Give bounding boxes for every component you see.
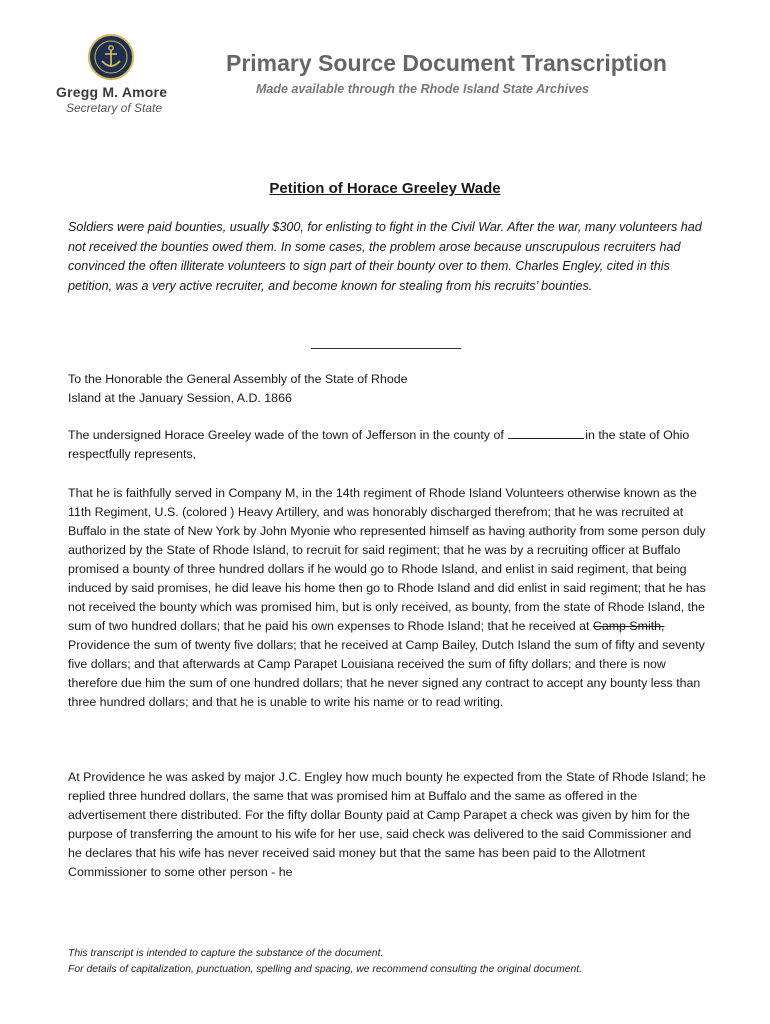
org-name: Gregg M. Amore [56, 84, 168, 100]
document-source-note: Made available through the Rhode Island State Archives [256, 82, 589, 96]
petition-paragraph [68, 484, 708, 712]
org-title: Secretary of State [66, 101, 163, 115]
represents-text: in the state of Ohio respectfully represents, [68, 428, 690, 461]
paragraph-text: Providence the sum of twenty five dollars; that he received at Camp Bailey, Dutch Island the sum of fifty and seventy five dollars; and that afterwards at Camp Parapet Louisiana received the sum of fifty dollars; and there is now therefore due him the sum of one hundred dollars; that he never signed any contract to accept any bounty less than three hundred dollars; and that he is unable to write his name or to read writing. [68, 638, 705, 709]
struck-text: Camp Smith, [592, 619, 665, 633]
transcript-footer [68, 946, 708, 978]
secretary-of-state-seal [88, 34, 134, 80]
section-divider [311, 348, 461, 349]
petition-title: Petition of Horace Greeley Wade [269, 180, 501, 197]
represents-text: The undersigned Horace Greeley wade of the town of Jefferson in the county of [68, 428, 504, 442]
address-block [68, 370, 708, 408]
address-line: To the Honorable the General Assembly of the State of Rhode [68, 372, 408, 386]
blank-county-line [508, 427, 584, 439]
represents-paragraph [68, 426, 708, 464]
address-line: Island at the January Session, A.D. 1866 [68, 391, 292, 405]
petition-paragraph: At Providence he was asked by major J.C. Engley how much bounty he expected from the State of Rhode Island; he replied three hundred dollars, the same that was promised him at Buffalo and the same as offered in the advertisement there distributed. For the fifty dollar Bounty paid at Camp Parapet a check was given by him for the purpose of transferring the amount to his wife for her use, said check was delivered to the said Commissioner and he declares that his wife has never received said money but that the same has been paid to the Allotment Commissioner to some other person - he [68, 770, 706, 879]
intro-paragraph: Soldiers were paid bounties, usually $300, for enlisting to fight in the Civil War. After the war, many volunteers had not received the bounties owed them. In some cases, the problem arose because unscrupulous recruiters had convinced the often illiterate volunteers to sign part of their bounty over to them. Charles Engley, cited in this petition, was a very active recruiter, and become known for stealing from his recruits’ bounties. [68, 220, 702, 293]
paragraph-text: That he is faithfully served in Company M, in the 14th regiment of Rhode Island Volunteers otherwise known as the 11th Regiment, U.S. (colored ) Heavy Artillery, and was honorably discharged therefrom; that he was recruited at Buffalo in the state of New York by John Myonie who represented himself as having authority from some person duly authorized by the State of Rhode Island, to recruit for said regiment; that he was by a recruiting officer at Buffalo promised a bounty of three hundred dollars if he would go to Rhode Island, and enlist in said regiment, that being induced by said promises, he did leave his home then go to Rhode Island and did enlist in said regiment; that he has not received the bounty which was promised him, but is only received, as bounty, from the state of Rhode Island, the sum of two hundred dollars; that he paid his own expenses to Rhode Island; that he received at [68, 486, 706, 633]
footer-note: For details of capitalization, punctuation, spelling and spacing, we recommend consulting the original document. [68, 964, 583, 975]
footer-note: This transcript is intended to capture the substance of the document. [68, 948, 384, 959]
document-type-heading: Primary Source Document Transcription [226, 50, 667, 76]
anchor-icon [90, 36, 132, 78]
